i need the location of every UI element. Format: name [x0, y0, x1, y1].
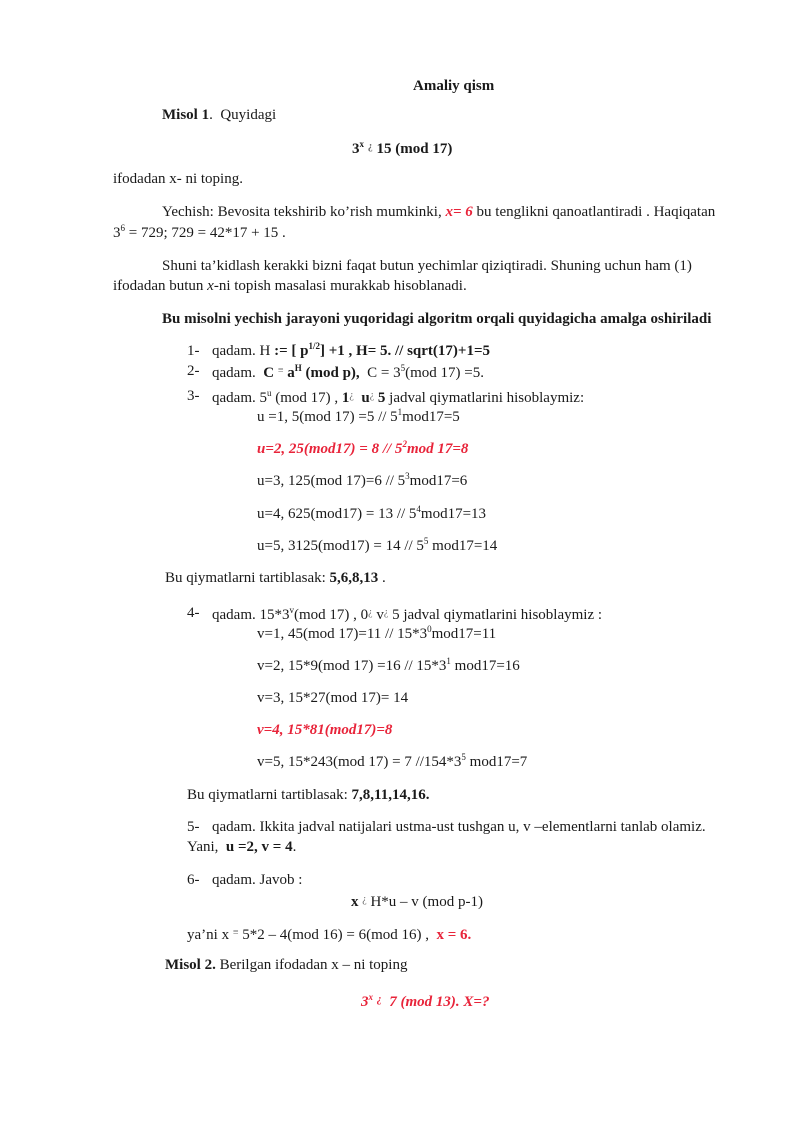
step2-c: C [263, 365, 275, 381]
u-row-exp: 2 [402, 439, 407, 449]
u-row-1 [257, 408, 460, 426]
step2-e: (mod 17) =5. [405, 365, 484, 381]
misol1-text: Quyidagi [220, 107, 277, 123]
u-row-4 [257, 505, 486, 523]
step5-l2a: Yani, [187, 839, 219, 855]
step2-b: (mod p), [305, 365, 360, 381]
misol2-heading [165, 956, 407, 974]
eq-relation: ¿ [367, 141, 373, 152]
u-row-post: mod17=5 [402, 409, 460, 425]
misol2-text: Berilgan ifodadan x – ni toping [219, 957, 408, 973]
step3-one: 1 [341, 390, 350, 406]
step2-d-exp: 5 [400, 363, 406, 373]
step5-text: qadam. Ikkita jadval natijalari ustma-ust tushgan u, v –elementlarni tanlab olamiz. [212, 819, 706, 835]
misol2-eq-rest: 7 (mod 13). X=? [389, 994, 490, 1010]
v-row-post: mod17=7 [465, 754, 528, 770]
misol2-exp: x [368, 992, 373, 1002]
step3-q1: ¿ [349, 390, 354, 401]
step6-text: qadam. Javob : [212, 872, 303, 888]
pow-exp: 6 [120, 223, 125, 233]
v-sorted-label: Bu qiymatlarni tartiblasak: [187, 787, 348, 803]
misol1-equation [352, 138, 452, 158]
step1-a: qadam. H [212, 343, 271, 359]
u-row-3 [257, 472, 467, 490]
step5-l2b: u =2, v = 4 [225, 839, 293, 855]
step5-num: 5- [187, 819, 200, 835]
step6-ya-a: ya’ni x [187, 927, 230, 943]
step3-b: (mod 17) , [275, 390, 339, 406]
step6-num: 6- [187, 872, 200, 888]
step2-d: C = 3 [367, 365, 401, 381]
u-sorted-dot: . [382, 570, 386, 586]
step4-text [212, 604, 602, 624]
eq-exponent: x [359, 139, 364, 149]
yechish-line2 [113, 224, 286, 242]
shuni-line1: Shuni ta’kidlash kerakki bizni faqat butun yechimlar qiziqtiradi. Shuning uchun ham (1) [162, 258, 692, 274]
v-row-pre: v=1, 45(mod 17)=11 // 15*3 [257, 626, 428, 642]
v-row-pre: v=5, 15*243(mod 17) = 7 //154*3 [257, 754, 462, 770]
step6-equation [351, 891, 483, 911]
step1-exp: 1/2 [308, 341, 320, 351]
step3-q2: ¿ [369, 390, 375, 401]
v-row-exp: 5 [461, 752, 466, 762]
step4-q1: ¿ [368, 607, 373, 618]
v-row-2 [257, 657, 520, 675]
v-row-exp: 1 [446, 656, 451, 666]
v-row-1 [257, 625, 496, 643]
u-sorted-label: Bu qiymatlarni tartiblasak: [165, 570, 326, 586]
step3-c: jadval qiymatlarini hisoblaymiz: [389, 390, 585, 406]
step6-answer: x = 6. [436, 927, 472, 943]
page-title: Amaliy qism [413, 78, 495, 94]
step6-answer-line [187, 924, 471, 944]
step1-num: 1- [187, 343, 200, 359]
u-row-exp: 5 [423, 536, 429, 546]
u-row-exp: 4 [416, 504, 421, 514]
misol1-find-text: ifodadan x- ni toping. [113, 171, 243, 187]
eq-rest: 15 (mod 17) [376, 141, 453, 157]
misol2-base: 3 [361, 994, 369, 1010]
misol2-equation [361, 991, 489, 1011]
v-sorted [187, 786, 429, 804]
u-sorted [165, 569, 386, 587]
yechish-text-a: Yechish: Bevosita tekshirib ko’rish mumkinki, [162, 204, 442, 220]
step5-l2c: . [292, 839, 297, 855]
misol1-heading [162, 106, 276, 124]
v-row-post: mod17=11 [431, 626, 497, 642]
misol2-label: Misol 2. [165, 957, 216, 973]
step3-a-exp: u [266, 388, 272, 398]
v-row-pre: v=2, 15*9(mod 17) =16 // 15*3 [257, 658, 447, 674]
misol2-q: ¿ [376, 994, 382, 1005]
step6-eq-rest: H*u – v (mod p-1) [370, 894, 483, 910]
u-row-pre: u =1, 5(mod 17) =5 // 5 [257, 409, 398, 425]
step2-h-exp: H [294, 363, 302, 373]
algorithm-intro: Bu misolni yechish jarayoni yuqoridagi algoritm orqali quyidagicha amalga oshiriladi [162, 311, 712, 327]
pow-base: 3 [113, 225, 121, 241]
u-row-pre: u=2, 25(mod17) = 8 // 5 [257, 441, 403, 457]
u-row-exp: 3 [405, 471, 410, 481]
shuni-x: x [207, 278, 214, 294]
u-row-post: mod17=13 [420, 506, 487, 522]
shuni-l2a: ifodadan butun [113, 278, 204, 294]
step5-line2 [187, 838, 296, 856]
u-row-post: mod 17=8 [406, 441, 469, 457]
step2-a-letter: a [287, 365, 295, 381]
shuni-l2b: -ni topish masalasi murakkab hisoblanadi. [213, 278, 467, 294]
u-row-post: mod17=14 [428, 538, 498, 554]
u-row-2-highlight [257, 440, 468, 458]
step6-ya-b: 5*2 – 4(mod 16) = 6(mod 16) , [242, 927, 429, 943]
v-row-3: v=3, 15*27(mod 17)= 14 [257, 690, 409, 706]
shuni-line2 [113, 277, 467, 295]
u-row-pre: u=5, 3125(mod17) = 14 // 5 [257, 538, 424, 554]
step4-num: 4- [187, 605, 200, 621]
v-row-post: mod17=16 [450, 658, 520, 674]
step3-u: u [361, 390, 370, 406]
v-sorted-values: 7,8,11,14,16. [351, 787, 430, 803]
step4-q2: ¿ [383, 607, 389, 618]
step2-a: qadam. [212, 365, 256, 381]
misol1-dot: . [209, 107, 213, 123]
step6-q: ¿ [362, 894, 367, 905]
yechish-text-b: bu tenglikni qanoatlantiradi . Haqiqatan [476, 204, 716, 220]
u-row-pre: u=4, 625(mod17) = 13 // 5 [257, 506, 417, 522]
step4-c: 5 jadval qiymatlarini hisoblaymiz : [392, 607, 603, 623]
u-row-post: mod17=6 [409, 473, 468, 489]
step3-text [212, 387, 584, 407]
v-row-exp: 0 [427, 624, 432, 634]
u-sorted-values: 5,6,8,13 [329, 570, 379, 586]
yechish-answer: x= 6 [445, 204, 473, 220]
step1-text [212, 342, 490, 360]
step4-b: (mod 17) , 0 [293, 607, 369, 623]
u-row-exp: 1 [397, 407, 403, 417]
step4-a-exp: v [289, 605, 294, 615]
u-row-pre: u=3, 125(mod 17)=6 // 5 [257, 473, 406, 489]
yechish-l2-rest: = 729; 729 = 42*17 + 15 . [128, 225, 286, 241]
congruent-sign: ≡ [277, 365, 284, 376]
misol1-label: Misol 1 [162, 107, 210, 123]
step3-a: qadam. 5 [212, 390, 267, 406]
step6-x: x [351, 894, 359, 910]
u-row-5 [257, 537, 497, 555]
step3-num: 3- [187, 388, 200, 404]
step3-five: 5 [377, 390, 386, 406]
v-row-5 [257, 753, 527, 771]
step1-b: := [ p [274, 343, 309, 359]
eq-base: 3 [352, 141, 360, 157]
v-row-4-highlight: v=4, 15*81(mod17)=8 [257, 722, 393, 738]
step6-ya-q: ≡ [232, 927, 239, 938]
yechish-line1 [162, 203, 715, 221]
step4-a: qadam. 15*3 [212, 607, 290, 623]
step1-c: ] +1 , H= 5. // sqrt(17)+1=5 [319, 343, 490, 359]
step2-text [212, 362, 484, 382]
step4-v: v [376, 607, 384, 623]
step2-num: 2- [187, 363, 200, 379]
